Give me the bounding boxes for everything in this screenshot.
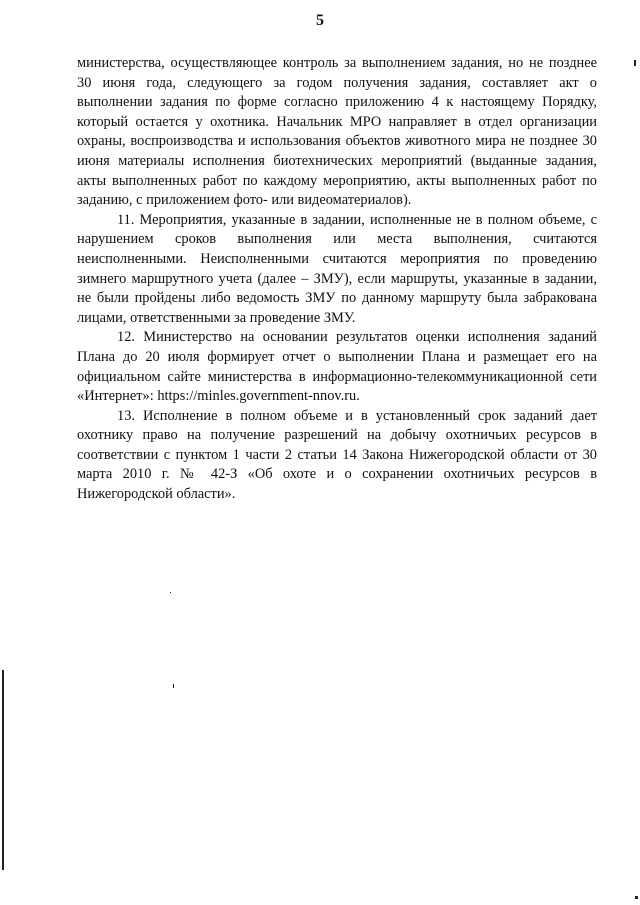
- paragraph-11: 11. Мероприятия, указанные в задании, исполненные не в полном объеме, с нарушением сроков выполнения или места выполнения, считаются неисполненными. Неисполненными считаются мероприятия по проведению зимнего маршрутного учета (далее – ЗМУ), если маршруты, указанные в задании, не были пройдены либо ведомость ЗМУ по данному маршруту была забракована лицами, ответственными за проведение ЗМУ.: [77, 211, 597, 326]
- paragraph-12: 12. Министерство на основании результатов оценки исполнения заданий Плана до 20 июля формирует отчет о выполнении Плана и размещает его на официальном сайте министерства в информационно-телекоммуникационной сети «Интернет»: https://minles.government-nnov.ru.: [77, 329, 597, 405]
- scan-speck: [170, 592, 171, 593]
- paragraph-continuation: министерства, осуществляющее контроль за выполнением задания, но не позднее 30 июня года, следующего за годом получения задания, составляет акт о выполнении задания по форме согласно приложению 4 к настоящему Порядку, который остается у охотника. Начальник МРО направляет в отдел организации охраны, воспроизводства и использования объектов животного мира не позднее 30 июня материалы исполнения биотехнических мероприятий (выданные задания, акты выполненных работ по каждому мероприятию, акты выполненных работ по заданию, с приложением фото- или видеоматериалов).: [77, 55, 597, 209]
- page-number: 5: [316, 12, 324, 29]
- scan-speck: [635, 896, 638, 899]
- paragraph-13: 13. Исполнение в полном объеме и в установленный срок заданий дает охотнику право на получение разрешений на добычу охотничьих ресурсов в соответствии с пунктом 1 части 2 статьи 14 Закона Нижегородской области от 30 марта 2010 г. № 42-З «Об охоте и о сохранении охотничьих ресурсов в Нижегородской области».: [77, 407, 597, 503]
- scan-edge-line: [2, 670, 4, 870]
- scan-edge-mark: [634, 60, 636, 66]
- scan-speck: [173, 684, 174, 688]
- document-body: [77, 54, 597, 505]
